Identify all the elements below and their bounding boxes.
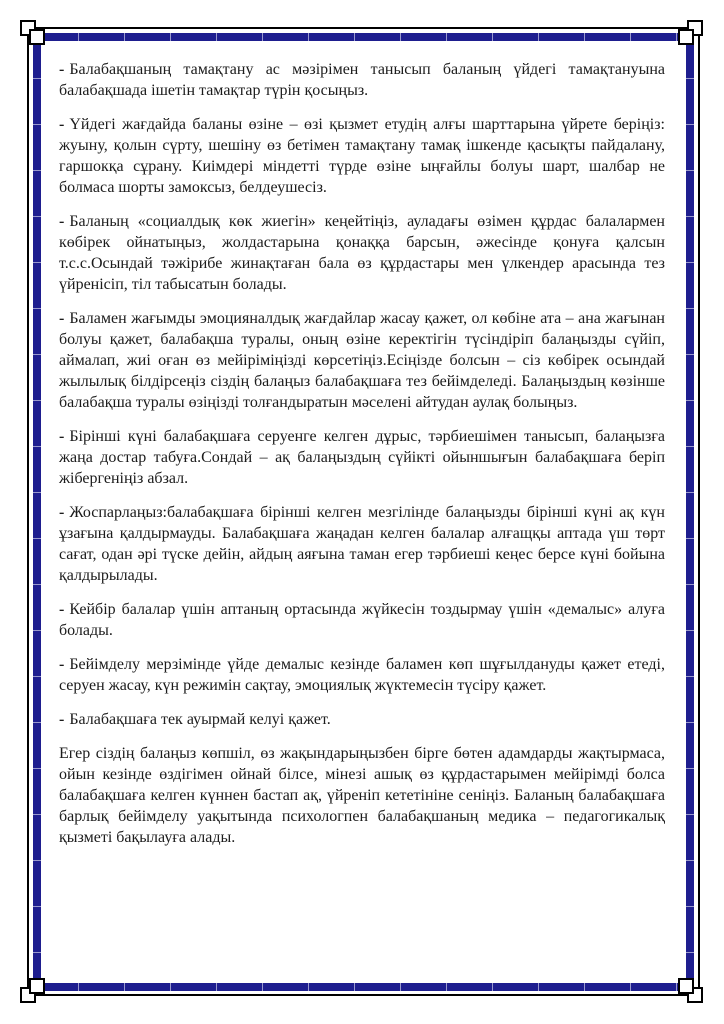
corner-ornament-square — [29, 29, 45, 45]
bullet-dash: - — [59, 213, 65, 230]
corner-ornament-square — [20, 987, 36, 1003]
corner-ornament-square — [29, 978, 45, 994]
paragraph-text: Бейімделу мерзімінде үйде демалыс кезінде баламен көп шұғылдануды қажет етеді, серуен жасау, күн режимін сақтау, эмоциялық жүктемесін түсіру қажет. — [59, 656, 665, 694]
bullet-dash: - — [59, 711, 65, 728]
paragraph-text: Баламен жағымды эмоцияналдық жағдайлар жасау қажет, ол көбіне ата – ана жағынан болуы қажет, балабақша туралы, оның өзіне керектігін түсіндіріп балаңызды сүйіп, аймалап, жиі оған өз мейіріміңізді көрсетіңіз.Есіңізде болсын – сіз көбірек осындай жылылық білдірсеңіз сіздің балаңыз балабақшаға тез бейімделеді. Балаңыздың көзінше балабақша туралы өзіңізді толғандыратын мәселені айтудан аулақ болыңыз. — [59, 310, 665, 411]
bullet-dash: - — [59, 656, 65, 673]
corner-ornament-square — [678, 978, 694, 994]
border-band-left — [33, 33, 41, 991]
bullet-dash: - — [59, 61, 65, 78]
paragraph — [59, 308, 665, 413]
paragraph — [59, 654, 665, 696]
paragraph-text: Балабақшаның тамақтану ас мәзірімен танысып баланың үйдегі тамақтануына балабақшада ішетін тамақтар түрін қосыңыз. — [59, 61, 665, 99]
paragraph-text: Балабақшаға тек ауырмай келуі қажет. — [69, 711, 331, 728]
paragraph-text: Бірінші күні балабақшаға серуенге келген дұрыс, тәрбиешімен танысып, балаңызға жаңа достар табуға.Сондай – ақ балаңыздың сүйікті ойыншығын балабақшаға беріп жібергеніңіз абзал. — [59, 428, 665, 487]
paragraph — [59, 599, 665, 641]
paragraph — [59, 114, 665, 198]
paragraph-text: Жоспарлаңыз:балабақшаға бірінші келген мезгілінде балаңызды бірінші күні ақ күн ұзағына қалдырмауды. Балабақшаға жаңадан келген балалар алғащқы аптада үш төрт сағат, одан әрі түске дейін, айдың аяғына таман егер тәрбиеші кеңес берсе күні бойына қалдырылады. — [59, 504, 665, 584]
paragraph-text: Егер сіздің балаңыз көпшіл, өз жақындарыңызбен бірге бөтен адамдарды жақтырмаса, ойын кезінде өздігімен ойнай білсе, мінезі ашық өз құрдастарымен мейірімді болса балабақшаға келген күннен бастап ақ, үйреніп кететініне сеніңіз. Баланың балабақшаға барлық бейімделу уақытында психологпен балабақшаның медика – педагогикалық қызметі бақылауға алады. — [59, 745, 665, 846]
corner-ornament-square — [20, 20, 36, 36]
paragraph — [59, 59, 665, 101]
paragraph — [59, 502, 665, 586]
corner-ornament-square — [687, 20, 703, 36]
paragraph — [59, 743, 665, 848]
bullet-dash: - — [59, 428, 65, 445]
bullet-dash: - — [59, 310, 65, 327]
border-band-bottom — [33, 983, 694, 991]
corner-ornament-square — [678, 29, 694, 45]
border-band-top — [33, 33, 694, 41]
paragraph-text: Кейбір балалар үшін аптаның ортасында жүйкесін тоздырмау үшін «демалыс» алуға болады. — [59, 601, 665, 639]
corner-ornament-square — [687, 987, 703, 1003]
paragraph — [59, 426, 665, 489]
bullet-dash: - — [59, 504, 65, 521]
paragraph-text: Үйдегі жағдайда баланы өзіне – өзі қызмет етудің алғы шарттарына үйрете беріңіз: жуыну, қолын сүрту, шешіну өз бетімен тамақтану тамақ ішкенде қасықты пайдалану, гаршокқа сұрану. Киімдері міндетті түрде өзіне ыңғайлы болуы шарт, шалбар не болмаса шорты замоксыз, белдеушесіз. — [59, 116, 665, 196]
bullet-dash: - — [59, 116, 65, 133]
paragraph — [59, 709, 665, 730]
document-text — [59, 59, 665, 848]
paragraph — [59, 211, 665, 295]
paragraph-text: Баланың «социалдық көк жиегін» кеңейтіңіз, ауладағы өзімен құрдас балалармен көбірек ойнатыңыз, жолдастарына қонаққа барсын, әжесінде қонуға қалсын т.с.с.Осындай тәжірибе жинақтаған бала өз құрдастары мен үлкендер арасында тез үйренісіп, тіл табысатын болады. — [59, 213, 665, 293]
bullet-dash: - — [59, 601, 65, 618]
border-band-right — [686, 33, 694, 991]
